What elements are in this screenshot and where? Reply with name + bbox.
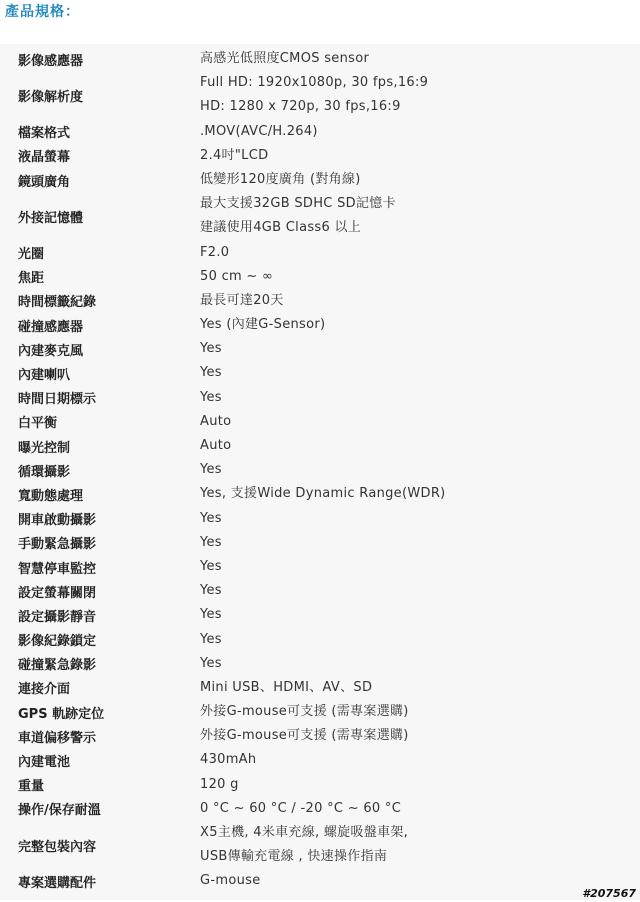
spec-row bbox=[18, 507, 618, 531]
spec-row bbox=[18, 869, 618, 893]
spec-label: 循環攝影 bbox=[18, 464, 71, 480]
spec-label: 操作/保存耐溫 bbox=[18, 803, 101, 819]
spec-value: 最大支援32GB SDHC SD記憶卡 bbox=[200, 196, 396, 212]
spec-value: 2.4吋"LCD bbox=[200, 147, 269, 163]
spec-values bbox=[200, 313, 618, 337]
spec-values bbox=[200, 120, 618, 144]
spec-value: Yes bbox=[200, 510, 222, 526]
spec-label: 智慧停車監控 bbox=[18, 561, 97, 577]
spec-value: Auto bbox=[200, 438, 232, 453]
spec-value: Mini USB、HDMI、AV、SD bbox=[200, 679, 373, 695]
spec-label: 設定螢幕關閉 bbox=[18, 585, 97, 601]
spec-values bbox=[200, 192, 618, 240]
spec-value: Yes bbox=[200, 462, 222, 478]
spec-label: 焦距 bbox=[18, 271, 45, 287]
spec-row bbox=[18, 241, 618, 265]
spec-label: 內建喇叭 bbox=[18, 368, 71, 384]
spec-panel bbox=[0, 44, 640, 900]
spec-value: Yes bbox=[200, 607, 222, 623]
spec-values bbox=[200, 410, 618, 434]
spec-row bbox=[18, 337, 618, 361]
spec-values bbox=[200, 603, 618, 627]
spec-values bbox=[200, 676, 618, 700]
spec-values bbox=[200, 748, 618, 772]
spec-row bbox=[18, 748, 618, 772]
spec-label: 時間日期標示 bbox=[18, 392, 97, 408]
spec-value: Yes bbox=[200, 365, 222, 381]
spec-value: 高感光低照度CMOS sensor bbox=[200, 51, 370, 66]
spec-label: 影像感應器 bbox=[18, 53, 84, 69]
spec-values bbox=[200, 797, 618, 821]
spec-table bbox=[18, 47, 618, 894]
spec-value: Yes bbox=[200, 389, 222, 405]
spec-row bbox=[18, 773, 618, 797]
spec-value: G-mouse bbox=[200, 873, 261, 889]
spec-value: 0 °C ~ 60 °C / -20 °C ~ 60 °C bbox=[200, 800, 402, 816]
spec-value: Yes bbox=[200, 558, 222, 574]
spec-label: 液晶螢幕 bbox=[18, 150, 71, 166]
spec-label: 碰撞感應器 bbox=[18, 319, 84, 335]
page-title: 產品規格： bbox=[5, 4, 80, 20]
spec-label: 時間標籤紀錄 bbox=[18, 295, 97, 311]
spec-row bbox=[18, 821, 618, 869]
spec-value: 低變形120度廣角 (對角線) bbox=[200, 171, 361, 187]
spec-label: 影像紀錄鎖定 bbox=[18, 634, 97, 650]
spec-values bbox=[200, 555, 618, 579]
spec-value: 50 cm ~ ∞ bbox=[200, 268, 274, 284]
spec-row bbox=[18, 47, 618, 71]
spec-label: 開車啟動攝影 bbox=[18, 513, 97, 529]
spec-values bbox=[200, 700, 618, 724]
spec-values bbox=[200, 337, 618, 361]
spec-values bbox=[200, 628, 618, 652]
spec-row bbox=[18, 289, 618, 313]
spec-value: Yes (內建G-Sensor) bbox=[200, 317, 326, 333]
spec-values bbox=[200, 241, 618, 265]
spec-label: 內建電池 bbox=[18, 755, 71, 771]
spec-row bbox=[18, 676, 618, 700]
spec-value: 120 g bbox=[200, 776, 239, 792]
spec-label: 碰撞緊急錄影 bbox=[18, 658, 97, 674]
spec-values bbox=[200, 144, 618, 168]
spec-values bbox=[200, 47, 618, 71]
spec-values bbox=[200, 724, 618, 748]
spec-values bbox=[200, 386, 618, 410]
spec-values bbox=[200, 265, 618, 289]
spec-row bbox=[18, 120, 618, 144]
spec-label: 外接記憶體 bbox=[18, 210, 84, 226]
spec-label: GPS 軌跡定位 bbox=[18, 706, 105, 722]
spec-value: Full HD: 1920x1080p, 30 fps,16:9 bbox=[200, 75, 429, 91]
spec-value: 最長可達20天 bbox=[200, 292, 284, 308]
spec-row bbox=[18, 144, 618, 168]
spec-values bbox=[200, 434, 618, 458]
spec-value: Yes bbox=[200, 631, 222, 647]
spec-values bbox=[200, 361, 618, 385]
spec-row bbox=[18, 603, 618, 627]
spec-value: X5主機, 4米車充線, 螺旋吸盤車架, bbox=[200, 825, 409, 840]
spec-values bbox=[200, 458, 618, 482]
spec-value: 建議使用4GB Class6 以上 bbox=[200, 220, 362, 236]
spec-label: 完整包裝內容 bbox=[18, 839, 97, 855]
spec-value: Yes bbox=[200, 534, 222, 550]
spec-row bbox=[18, 71, 618, 119]
spec-values bbox=[200, 482, 618, 506]
spec-label: 專案選購配件 bbox=[18, 875, 97, 891]
spec-row bbox=[18, 531, 618, 555]
spec-value: 430mAh bbox=[200, 752, 257, 768]
spec-values bbox=[200, 579, 618, 603]
spec-label: 設定攝影靜音 bbox=[18, 609, 97, 625]
spec-label: 白平衡 bbox=[18, 416, 58, 432]
spec-value: USB傳輸充電線 , 快速操作指南 bbox=[200, 849, 388, 865]
spec-row bbox=[18, 313, 618, 337]
spec-value: Yes bbox=[200, 655, 222, 671]
spec-value: Yes bbox=[200, 341, 222, 357]
spec-label: 鏡頭廣角 bbox=[18, 174, 71, 190]
spec-label: 連接介面 bbox=[18, 682, 71, 698]
spec-row bbox=[18, 724, 618, 748]
spec-value: Yes, 支援Wide Dynamic Range(WDR) bbox=[200, 486, 446, 502]
spec-label: 重量 bbox=[18, 779, 45, 795]
spec-row bbox=[18, 482, 618, 506]
spec-values bbox=[200, 821, 618, 869]
watermark: #207567 bbox=[582, 887, 636, 900]
spec-row bbox=[18, 579, 618, 603]
spec-row bbox=[18, 700, 618, 724]
spec-value: 外接G-mouse可支援 (需專案選購) bbox=[200, 704, 409, 720]
spec-row bbox=[18, 434, 618, 458]
spec-label: 內建麥克風 bbox=[18, 343, 84, 359]
spec-row bbox=[18, 652, 618, 676]
spec-values bbox=[200, 507, 618, 531]
spec-value: HD: 1280 x 720p, 30 fps,16:9 bbox=[200, 99, 401, 115]
spec-label: 手動緊急攝影 bbox=[18, 537, 97, 553]
spec-values bbox=[200, 289, 618, 313]
spec-row bbox=[18, 192, 618, 240]
spec-row bbox=[18, 168, 618, 192]
spec-row bbox=[18, 628, 618, 652]
spec-label: 檔案格式 bbox=[18, 126, 71, 142]
spec-label: 光圈 bbox=[18, 247, 45, 263]
spec-value: Yes bbox=[200, 583, 222, 599]
spec-value: Auto bbox=[200, 413, 232, 429]
spec-row bbox=[18, 458, 618, 482]
spec-value: 外接G-mouse可支援 (需專案選購) bbox=[200, 728, 409, 744]
spec-values bbox=[200, 168, 618, 192]
spec-values bbox=[200, 773, 618, 797]
spec-row bbox=[18, 555, 618, 579]
spec-row bbox=[18, 361, 618, 385]
spec-label: 車道偏移警示 bbox=[18, 730, 97, 746]
spec-label: 影像解析度 bbox=[18, 89, 84, 105]
spec-values bbox=[200, 869, 618, 893]
spec-label: 寬動態處理 bbox=[18, 488, 84, 504]
spec-values bbox=[200, 71, 618, 119]
spec-values bbox=[200, 531, 618, 555]
spec-value: F2.0 bbox=[200, 244, 230, 260]
spec-value: .MOV(AVC/H.264) bbox=[200, 123, 318, 139]
spec-row bbox=[18, 386, 618, 410]
spec-label: 曝光控制 bbox=[18, 440, 71, 456]
spec-values bbox=[200, 652, 618, 676]
spec-row bbox=[18, 797, 618, 821]
spec-row bbox=[18, 410, 618, 434]
spec-row bbox=[18, 265, 618, 289]
